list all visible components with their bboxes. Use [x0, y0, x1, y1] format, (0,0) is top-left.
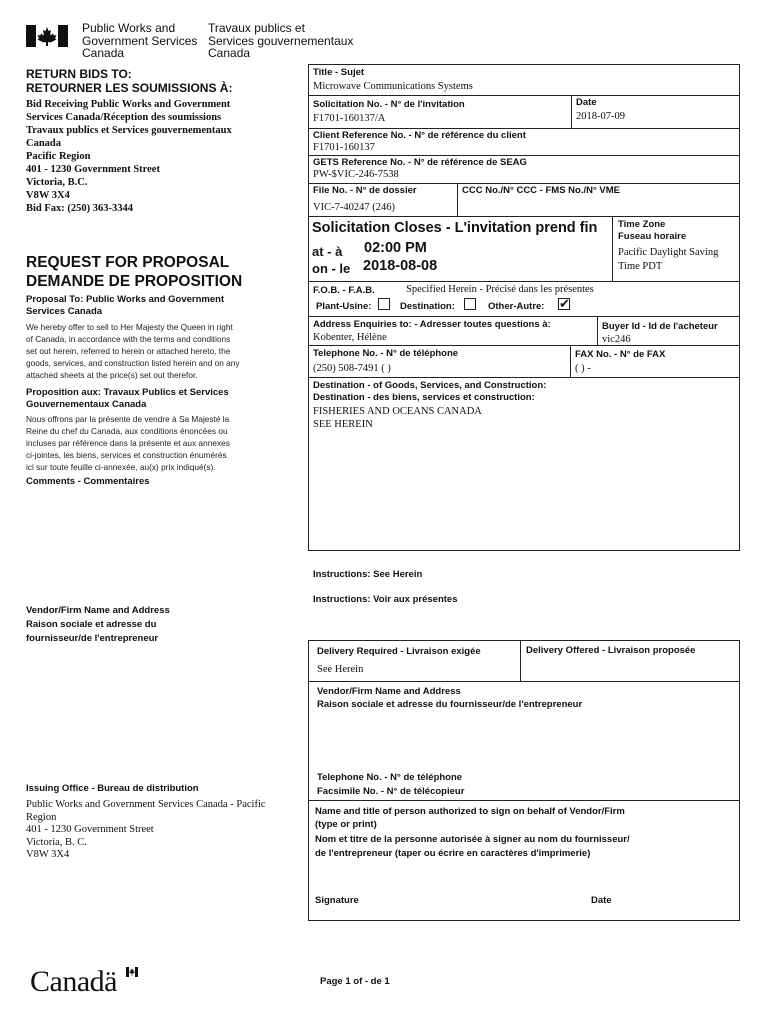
time-zone-label-fr: Fuseau horaire	[618, 231, 687, 242]
issuing-office-address	[26, 799, 266, 862]
return-address-line: Canada	[26, 138, 62, 149]
vendor-heading-fr-cont: fournisseur/de l'entrepreneur	[26, 633, 159, 644]
proposition-heading: Proposition aux: Travaux Publics et Services	[26, 387, 229, 398]
return-address-line: V8W 3X4	[26, 190, 70, 201]
date-value[interactable]: 2018-07-09	[576, 111, 625, 122]
address-enquiries-value[interactable]: Kobenter, Hélène	[313, 332, 387, 343]
solicitation-number-value[interactable]: F1701-160137/A	[313, 113, 386, 124]
return-address-line: Travaux publics et Services gouvernementaux	[26, 125, 232, 136]
title-value[interactable]: Microwave Communications Systems	[313, 81, 473, 92]
department-name-fr-line2: Services gouvernementaux	[208, 33, 354, 48]
bid-fax-line: Bid Fax: (250) 363-3344	[26, 203, 134, 214]
vendor-telephone-label: Telephone No. - N° de téléphone	[317, 772, 463, 783]
return-address-line: Pacific Region	[26, 151, 91, 162]
department-name-en-line1: Public Works and	[82, 21, 176, 35]
fob-label: F.O.B. - F.A.B.	[313, 285, 375, 296]
delivery-required-label: Delivery Required - Livraison exigée	[317, 646, 481, 657]
closing-date-label: on - le	[312, 261, 351, 276]
destination-label: Destination:	[400, 301, 455, 312]
vendor-name-field[interactable]	[312, 714, 736, 768]
department-name-fr-line3: Canada	[208, 46, 251, 60]
title-label: Title - Sujet	[313, 67, 365, 78]
proposition-text-line: incluses par référence dans la présente et aux annexes	[26, 438, 230, 448]
proposition-text-line: ici sur toute feuille ci-annexée, au(x) prix indiqué(s).	[26, 462, 216, 472]
ccc-number-label: CCC No./N° CCC - FMS No./N° VME	[462, 185, 621, 196]
department-name-fr-line1: Travaux publics et	[208, 21, 305, 35]
authorized-person-label-fr-2: de l'entrepreneur (taper ou écrire en caractères d'imprimerie)	[315, 848, 591, 859]
instructions-fr: Instructions: Voir aux présentes	[313, 594, 458, 605]
proposal-text-line: of Canada, in accordance with the terms and conditions	[26, 334, 231, 344]
other-autre-label: Other-Autre:	[488, 301, 545, 312]
proposition-text-line: Nous offrons par la présente de vendre à Sa Majesté la	[26, 414, 230, 424]
destination-goods-value[interactable]: FISHERIES AND OCEANS CANADA	[313, 406, 482, 417]
other-autre-checkbox[interactable]	[558, 298, 570, 310]
time-zone-value-cont[interactable]: Time PDT	[618, 261, 663, 272]
gets-reference-value[interactable]: PW-$VIC-246-7538	[313, 169, 399, 180]
issuing-address-line: V8W 3X4	[26, 849, 70, 860]
plant-usine-checkbox[interactable]	[378, 298, 390, 310]
vendor-heading-en: Vendor/Firm Name and Address	[26, 605, 170, 616]
proposal-to-heading: Proposal To: Public Works and Government	[26, 294, 225, 305]
proposition-text-line: Reine du chef du Canada, aux conditions énoncées ou	[26, 426, 228, 436]
destination-goods-value-cont[interactable]: SEE HEREIN	[313, 419, 373, 430]
rfp-title-en: REQUEST FOR PROPOSAL	[26, 254, 230, 271]
delivery-offered-label: Delivery Offered - Livraison proposée	[526, 645, 696, 656]
issuing-address-line: 401 - 1230 Government Street	[26, 824, 154, 835]
issuing-address-line: Region	[26, 811, 57, 823]
canada-flag-icon	[26, 25, 68, 47]
return-address-line: Bid Receiving Public Works and Government	[26, 99, 231, 110]
vendor-heading-fr: Raison sociale et adresse du	[26, 619, 157, 630]
fax-label: FAX No. - N° de FAX	[575, 349, 666, 360]
department-name-en-line2: Government Services	[82, 33, 198, 48]
return-bids-heading-fr: RETOURNER LES SOUMISSIONS À:	[26, 81, 233, 95]
client-reference-value[interactable]: F1701-160137	[313, 142, 375, 153]
proposal-text-line: We hereby offer to sell to Her Majesty the Queen in right	[26, 322, 233, 332]
proposition-text	[26, 413, 230, 473]
closing-time-value[interactable]: 02:00 PM	[364, 240, 427, 256]
closing-date-value[interactable]: 2018-08-08	[363, 258, 438, 274]
telephone-value[interactable]: (250) 508-7491 ( )	[313, 363, 391, 374]
department-name-en-line3: Canada	[82, 46, 125, 60]
return-address-line: Services Canada/Réception des soumissions	[26, 112, 222, 123]
time-zone-value[interactable]: Pacific Daylight Saving	[618, 247, 719, 258]
file-number-label: File No. - N° de dossier	[313, 185, 417, 196]
file-number-value[interactable]: VIC-7-40247 (246)	[313, 202, 395, 213]
proposal-text-line: attached sheets at the price(s) set out therefor.	[26, 370, 198, 380]
authorized-person-label: Name and title of person authorized to sign on behalf of Vendor/Firm	[315, 806, 625, 817]
fob-value[interactable]: Specified Herein - Précisé dans les présentes	[406, 284, 594, 295]
fax-value[interactable]: ( ) -	[575, 363, 591, 374]
proposal-to-text	[26, 321, 240, 381]
return-bids-heading-en: RETURN BIDS TO:	[26, 67, 132, 81]
solicitation-number-label: Solicitation No. - N° de l'invitation	[313, 99, 465, 110]
vendor-name-label: Vendor/Firm Name and Address	[317, 686, 461, 697]
address-enquiries-label: Address Enquiries to: - Adresser toutes questions à:	[313, 319, 551, 330]
delivery-offered-field[interactable]	[522, 658, 736, 679]
destination-goods-label: Destination - of Goods, Services, and Construction:	[313, 380, 547, 391]
issuing-address-line: Public Works and Government Services Canada - Pacific	[26, 799, 266, 810]
authorized-person-label-fr: Nom et titre de la personne autorisée à signer au nom du fournisseur/	[315, 834, 630, 845]
rfp-title-fr: DEMANDE DE PROPOSITION	[26, 273, 243, 290]
plant-usine-label: Plant-Usine:	[316, 301, 372, 312]
return-address	[26, 98, 232, 215]
issuing-address-line: Victoria, B. C.	[26, 836, 87, 848]
time-zone-label: Time Zone	[618, 219, 666, 230]
vendor-facsimile-label: Facsimile No. - N° de télécopieur	[317, 786, 465, 797]
wordmark-flag-icon	[126, 967, 138, 977]
proposition-text-line: ci-jointes, les biens, services et construction énumérés	[26, 450, 227, 460]
buyer-id-value[interactable]: vic246	[602, 334, 631, 345]
canada-wordmark-text: Canadä	[30, 965, 117, 998]
proposal-to-heading-cont: Services Canada	[26, 306, 103, 317]
proposal-text-line: goods, services, and construction listed herein and on any	[26, 358, 240, 368]
solicitation-closes-title: Solicitation Closes - L'invitation prend fin	[312, 220, 598, 236]
signature-label: Signature	[315, 895, 359, 906]
government-signature	[26, 22, 356, 62]
return-address-line: 401 - 1230 Government Street	[26, 164, 160, 175]
comments-label: Comments - Commentaires	[26, 476, 150, 487]
vendor-name-label-fr: Raison sociale et adresse du fournisseur/de l'entrepreneur	[317, 699, 583, 710]
telephone-label: Telephone No. - N° de téléphone	[313, 348, 459, 359]
closing-time-label: at - à	[312, 244, 343, 259]
page-number: Page 1 of - de 1	[320, 976, 390, 987]
proposal-text-line: set out herein, referred to herein or attached hereto, the	[26, 346, 231, 356]
client-reference-label: Client Reference No. - N° de référence du client	[313, 130, 526, 141]
canada-wordmark	[30, 964, 117, 1000]
destination-checkbox[interactable]	[464, 298, 476, 310]
proposition-heading-cont: Gouvernementaux Canada	[26, 399, 147, 410]
issuing-office-label: Issuing Office - Bureau de distribution	[26, 783, 199, 794]
authorized-person-field[interactable]	[312, 862, 736, 890]
delivery-required-value[interactable]: See Herein	[317, 664, 364, 675]
signature-date-label: Date	[591, 895, 612, 906]
destination-goods-label-fr: Destination - des biens, services et construction:	[313, 392, 535, 403]
other-autre-checkmark: ✔	[559, 296, 570, 311]
gets-reference-label: GETS Reference No. - N° de référence de SEAG	[313, 157, 527, 168]
date-label: Date	[576, 97, 597, 108]
return-address-line: Victoria, B.C.	[26, 177, 88, 188]
buyer-id-label: Buyer Id - Id de l'acheteur	[602, 321, 718, 332]
instructions-en: Instructions: See Herein	[313, 569, 423, 580]
authorized-person-label-2: (type or print)	[315, 819, 377, 830]
